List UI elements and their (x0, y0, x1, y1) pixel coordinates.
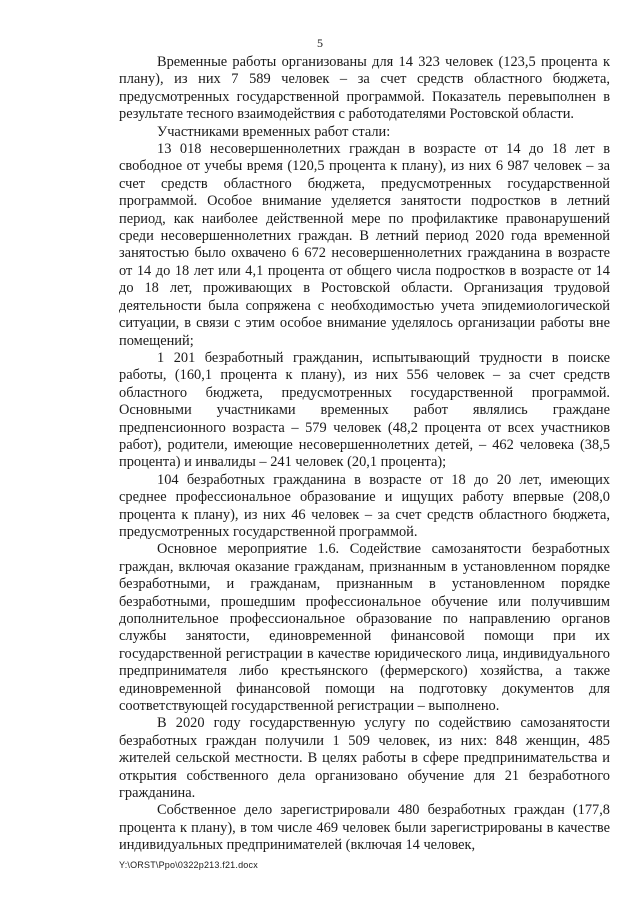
paragraph-own-business: Собственное дело зарегистрировали 480 безработных граждан (177,8 процента к плану), в том числе 469 человек были зарегистрированы в качестве индивидуальных предпринимателей (включая 14 человек, (119, 802, 610, 854)
paragraph-minors: 13 018 несовершеннолетних граждан в возрасте от 14 до 18 лет в свободное от учебы время (120,5 процента к плану), из них 6 987 человек – за счет средств областного бюджета, предусмотренных государственной программой. Особое внимание уделяется занятости подростков в летний период, как наиболее действенной мере по профилактике правонарушений среди несовершеннолетних граждан. В летний период 2020 года временной занятостью было охвачено 6 672 несовершеннолетних гражданина в возрасте от 14 до 18 лет или 4,1 процента от общего числа подростков в возрасте от 14 до 18 лет, проживающих в Ростовской области. Организация трудовой деятельности была сопряжена с необходимостью учета эпидемиологической ситуации, в связи с этим особое внимание уделялось организации работы вне помещений; (119, 141, 610, 349)
paragraph-participants-intro: Участниками временных работ стали: (157, 123, 391, 140)
paragraph-self-employment-2020: В 2020 году государственную услугу по содействию самозанятости безработных граждан получили 1 509 человек, из них: 848 женщин, 485 жителей сельской местности. В целях работы в сфере предпринимательства и открытия собственного дела организовано обучение для 21 безработного гражданина. (119, 715, 610, 802)
paragraph-young-graduates: 104 безработных гражданина в возрасте от 18 до 20 лет, имеющих среднее профессиональное образование и ищущих работу впервые (208,0 процента к плану), из них 46 человек – за счет средств областного бюджета, предусмотренных государственной программой. (119, 471, 610, 540)
paragraph-temporary-work: Временные работы организованы для 14 323 человек (123,5 процента к плану), из них 7 589 человек – за счет средств областного бюджета, предусмотренных государственной программой. Показатель перевыполнен в результате тесного взаимодействия с работодателями Ростовской области. (119, 54, 610, 123)
paragraph-unemployed: 1 201 безработный гражданин, испытывающий трудности в поиске работы, (160,1 процента к плану), из них 556 человек – за счет средств областного бюджета, предусмотренных государственной программой. Основными участниками временных работ являлись граждане предпенсионного возраста – 579 человек (48,2 процента от всех участников работ), родители, имеющие несовершеннолетних детей, – 462 человека (38,5 процента) и инвалиды – 241 человек (20,1 процента); (119, 349, 610, 471)
document-body (119, 54, 610, 855)
file-path-footer: Y:\ORST\Ppo\0322p213.f21.docx (119, 860, 258, 870)
page-number: 5 (317, 36, 323, 50)
paragraph-measure-1-6: Основное мероприятие 1.6. Содействие самозанятости безработных граждан, включая оказание гражданам, признанным в установленном порядке безработными, и гражданам, признанным в установленном порядке безработными, прошедшим профессиональное обучение или получившим дополнительное профессиональное образование по направлению органов службы занятости, единовременной финансовой помощи при их государственной регистрации в качестве юридического лица, индивидуального предпринимателя либо крестьянского (фермерского) хозяйства, а также единовременной финансовой помощи на подготовку документов для соответствующей государственной регистрации – выполнено. (119, 541, 610, 715)
